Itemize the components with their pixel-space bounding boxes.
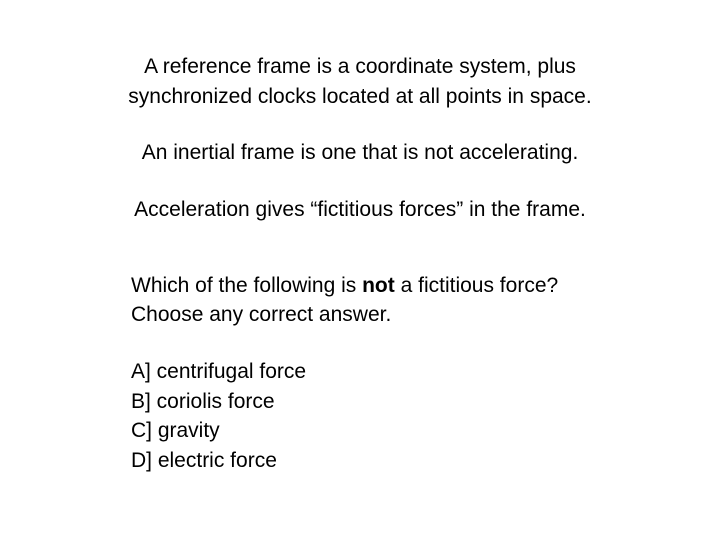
answer-choices (131, 357, 306, 475)
question-prefix: Which of the following is (131, 274, 363, 297)
choice-b: B] coriolis force (131, 389, 275, 413)
choice-a: A] centrifugal force (131, 360, 307, 383)
definition-line-2: synchronized clocks located at all points in space. (128, 85, 592, 108)
inertial-frame-statement: An inertial frame is one that is not accelerating. (141, 141, 579, 164)
question-emphasis: not (362, 274, 395, 297)
question (131, 271, 558, 329)
choice-c: C] gravity (131, 419, 220, 442)
choice-d: D] electric force (131, 448, 277, 472)
question-suffix: a fictitious force? (394, 274, 559, 297)
question-line-2: Choose any correct answer. (131, 303, 392, 326)
definition-line-1: A reference frame is a coordinate system, plus (144, 55, 576, 78)
reference-frame-definition (0, 52, 720, 112)
acceleration-statement: Acceleration gives “fictitious forces” in the frame. (134, 198, 586, 221)
question-line-1 (131, 271, 558, 300)
